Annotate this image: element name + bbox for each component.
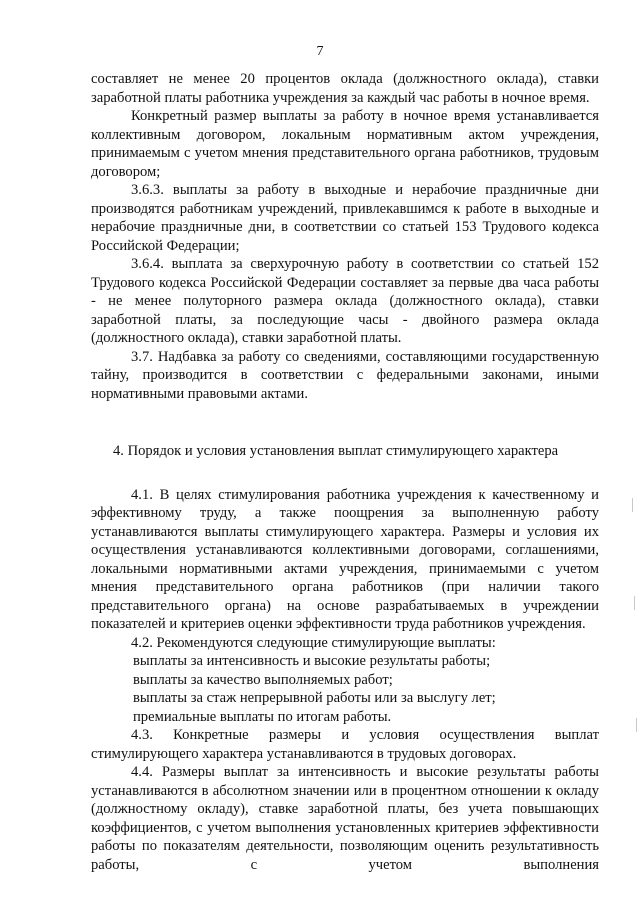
- paragraph-4-4: 4.4. Размеры выплат за интенсивность и высокие результаты работы устанавливаются в абсолютном значении или в процентном отношении к окладу (должностному окладу), ставке заработной платы, без учета повышающих коэффициентов, с учетом выполнения установленных критериев эффективности работы по показателям деятельности, позволяющим оценить результативность работы, с учетом выполнения: [91, 764, 599, 873]
- paragraph-3-7: 3.7. Надбавка за работу со сведениями, составляющими государственную тайну, производится в соответствии с федеральными законами, иными нормативными правовыми актами.: [91, 348, 599, 402]
- scan-edge-mark: [632, 498, 633, 512]
- document-body: [91, 70, 599, 874]
- paragraph-4-1: 4.1. В целях стимулирования работника учреждения к качественному и эффективному труду, а также поощрения за выполненную работу устанавливаются выплаты стимулирующего характера. Размеры и условия их осуществления устанавливаются коллективными договорами, соглашениями, локальными нормативными актами учреждения, принимаемыми с учетом мнения представительного органа работников (при наличии такого представительного органа) на основе разрабатываемых в учреждении показателей и критериев оценки эффективности труда работников учреждения.: [91, 486, 599, 632]
- list-4-2: [91, 652, 599, 726]
- list-item: премиальные выплаты по итогам работы.: [133, 708, 392, 725]
- scan-edge-mark: [636, 718, 637, 732]
- list-item: выплаты за интенсивность и высокие результаты работы;: [133, 653, 491, 669]
- scan-edge-mark: [634, 596, 635, 610]
- paragraph-4-3: 4.3. Конкретные размеры и условия осуществления выплат стимулирующего характера устанавливаются в трудовых договорах.: [91, 727, 599, 762]
- paragraph-4-2: 4.2. Рекомендуются следующие стимулирующие выплаты:: [131, 634, 496, 651]
- paragraph-night-work-amount: Конкретный размер выплаты за работу в ночное время устанавливается коллективным договором, локальным нормативным актом учреждения, принимаемым с учетом мнения представительного органа работников, трудовым договором;: [91, 108, 599, 180]
- paragraph-3-6-4: 3.6.4. выплата за сверхурочную работу в соответствии со статьей 152 Трудового кодекса Российской Федерации составляет за первые два часа работы - не менее полуторного размера оклада (должностного оклада), ставки заработной платы, за последующие часы - двойного размера оклада (должностного оклада), ставки заработной платы.: [91, 256, 599, 346]
- list-item: выплаты за стаж непрерывной работы или за выслугу лет;: [133, 690, 496, 706]
- paragraph-3-6-3: 3.6.3. выплаты за работу в выходные и нерабочие праздничные дни производятся работникам учреждений, привлекавшимся к работе в выходные и нерабочие праздничные дни, в соответствии со статьей 153 Трудового кодекса Российской Федерации;: [91, 182, 599, 254]
- page-number: 7: [316, 44, 324, 59]
- list-item: выплаты за качество выполняемых работ;: [133, 671, 393, 688]
- paragraph-continuation: составляет не менее 20 процентов оклада (должностного оклада), ставки заработной платы работника учреждения за каждый час работы в ночное время.: [91, 71, 599, 106]
- section-4-heading: 4. Порядок и условия установления выплат стимулирующего характера: [113, 443, 559, 459]
